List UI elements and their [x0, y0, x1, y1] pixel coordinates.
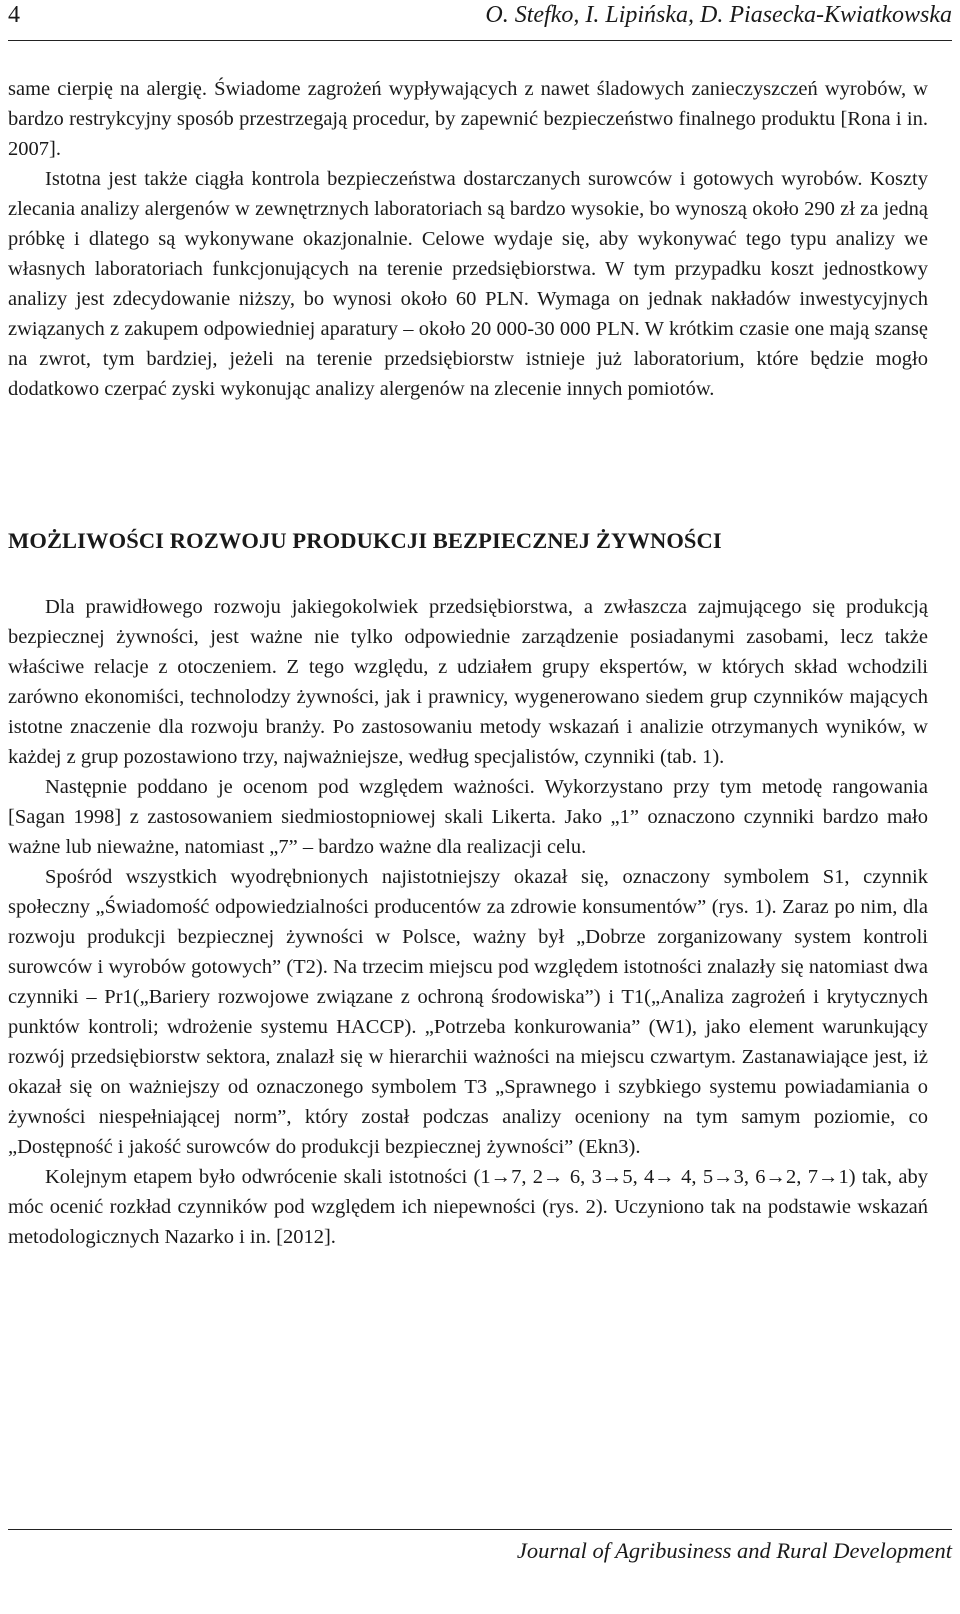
page-number: 4	[8, 2, 20, 28]
paragraph: Istotna jest także ciągła kontrola bezpieczeństwa dostarczanych surowców i gotowych wyrobów. Koszty zlecania analizy alergenów w zewnętrznych laboratoriach są bardzo wysokie, bo wynoszą około 290 zł za jedną próbkę i dlatego są wykonywane okazjonalnie. Celowe wydaje się, aby wykonywać tego typu analizy we własnych laboratoriach funkcjonujących na terenie przedsiębiorstwa. W tym przypadku koszt jednostkowy analizy jest zdecydowanie niższy, bo wynosi około 60 PLN. Wymaga on jednak nakładów inwestycyjnych związanych z zakupem odpowiedniej aparatury – około 20 000-30 000 PLN. W krótkim czasie one mają szansę na zwrot, tym bardziej, jeżeli na terenie przedsiębiorstw istnieje już laboratorium, które będzie mogło dodatkowo czerpać zyski wykonując analizy alergenów na zlecenie innych pomiotów.	[8, 168, 928, 400]
running-head-authors: O. Stefko, I. Lipińska, D. Piasecka-Kwiatkowska	[485, 2, 952, 28]
page-footer	[8, 1529, 952, 1610]
body-text-bottom	[8, 592, 928, 1252]
paragraph: Następnie poddano je ocenom pod względem ważności. Wykorzystano przy tym metodę rangowania [Sagan 1998] z zastosowaniem siedmiostopniowej skali Likerta. Jako „1” oznaczono czynniki bardzo mało ważne lub nieważne, natomiast „7” – bardzo ważne dla realizacji celu.	[8, 776, 928, 858]
journal-name: Journal of Agribusiness and Rural Development	[516, 1538, 952, 1563]
paragraph: Dla prawidłowego rozwoju jakiegokolwiek przedsiębiorstwa, a zwłaszcza zajmującego się produkcją bezpiecznej żywności, jest ważne nie tylko odpowiednie zarządzenie posiadanymi zasobami, lecz także właściwe relacje z otoczeniem. Z tego względu, z udziałem grupy ekspertów, w których skład wchodzili zarówno ekonomiści, technolodzy żywności, jak i prawnicy, wygenerowano siedem grup czynników mających istotne znaczenie dla rozwoju branży. Po zastosowaniu metody wskazań i analizie otrzymanych wyników, w każdej z grup pozostawiono trzy, najważniejsze, według specjalistów, czynniki (tab. 1).	[8, 596, 928, 768]
page-header	[8, 0, 952, 41]
paragraph: Spośród wszystkich wyodrębnionych najistotniejszy okazał się, oznaczony symbolem S1, czynnik społeczny „Świadomość odpowiedzialności producentów za zdrowie konsumentów” (rys. 1). Zaraz po nim, dla rozwoju produkcji bezpiecznej żywności w Polsce, ważny był „Dobrze zorganizowany system kontroli surowców i wyrobów gotowych” (T2). Na trzecim miejscu pod względem istotności znalazły się natomiast dwa czynniki – Pr1(„Bariery rozwojowe związane z ochroną środowiska”) i T1(„Analiza zagrożeń i krytycznych punktów kontroli; wdrożenie systemu HACCP). „Potrzeba konkurowania” (W1), jako element warunkujący rozwój przedsiębiorstw sektora, znalazł się w hierarchii ważności na miejscu czwartym. Zastanawiające jest, iż okazał się on ważniejszy od oznaczonego symbolem T3 „Sprawnego i szybkiego systemu powiadamiania o żywności niespełniającej norm”, który został podczas analizy oceniony na tym samym poziomie, co „Dostępność i jakość surowców do produkcji bezpiecznej żywności” (Ekn3).	[8, 866, 928, 1158]
paragraph: same cierpię na alergię. Świadome zagrożeń wypływających z nawet śladowych zanieczyszczeń wyrobów, w bardzo restrykcyjny sposób przestrzegają procedur, by zapewnić bezpieczeństwo finalnego produktu [Rona i in. 2007].	[8, 78, 928, 160]
section-heading: MOŻLIWOŚCI ROZWOJU PRODUKCJI BEZPIECZNEJ ŻYWNOŚCI	[8, 528, 722, 553]
paragraph: Kolejnym etapem było odwrócenie skali istotności (1→7, 2→ 6, 3→5, 4→ 4, 5→3, 6→2, 7→1) tak, aby móc ocenić rozkład czynników pod względem ich niepewności (rys. 2). Uczyniono tak na podstawie wskazań metodologicznych Nazarko i in. [2012].	[8, 1166, 928, 1248]
body-text-top	[8, 74, 928, 404]
